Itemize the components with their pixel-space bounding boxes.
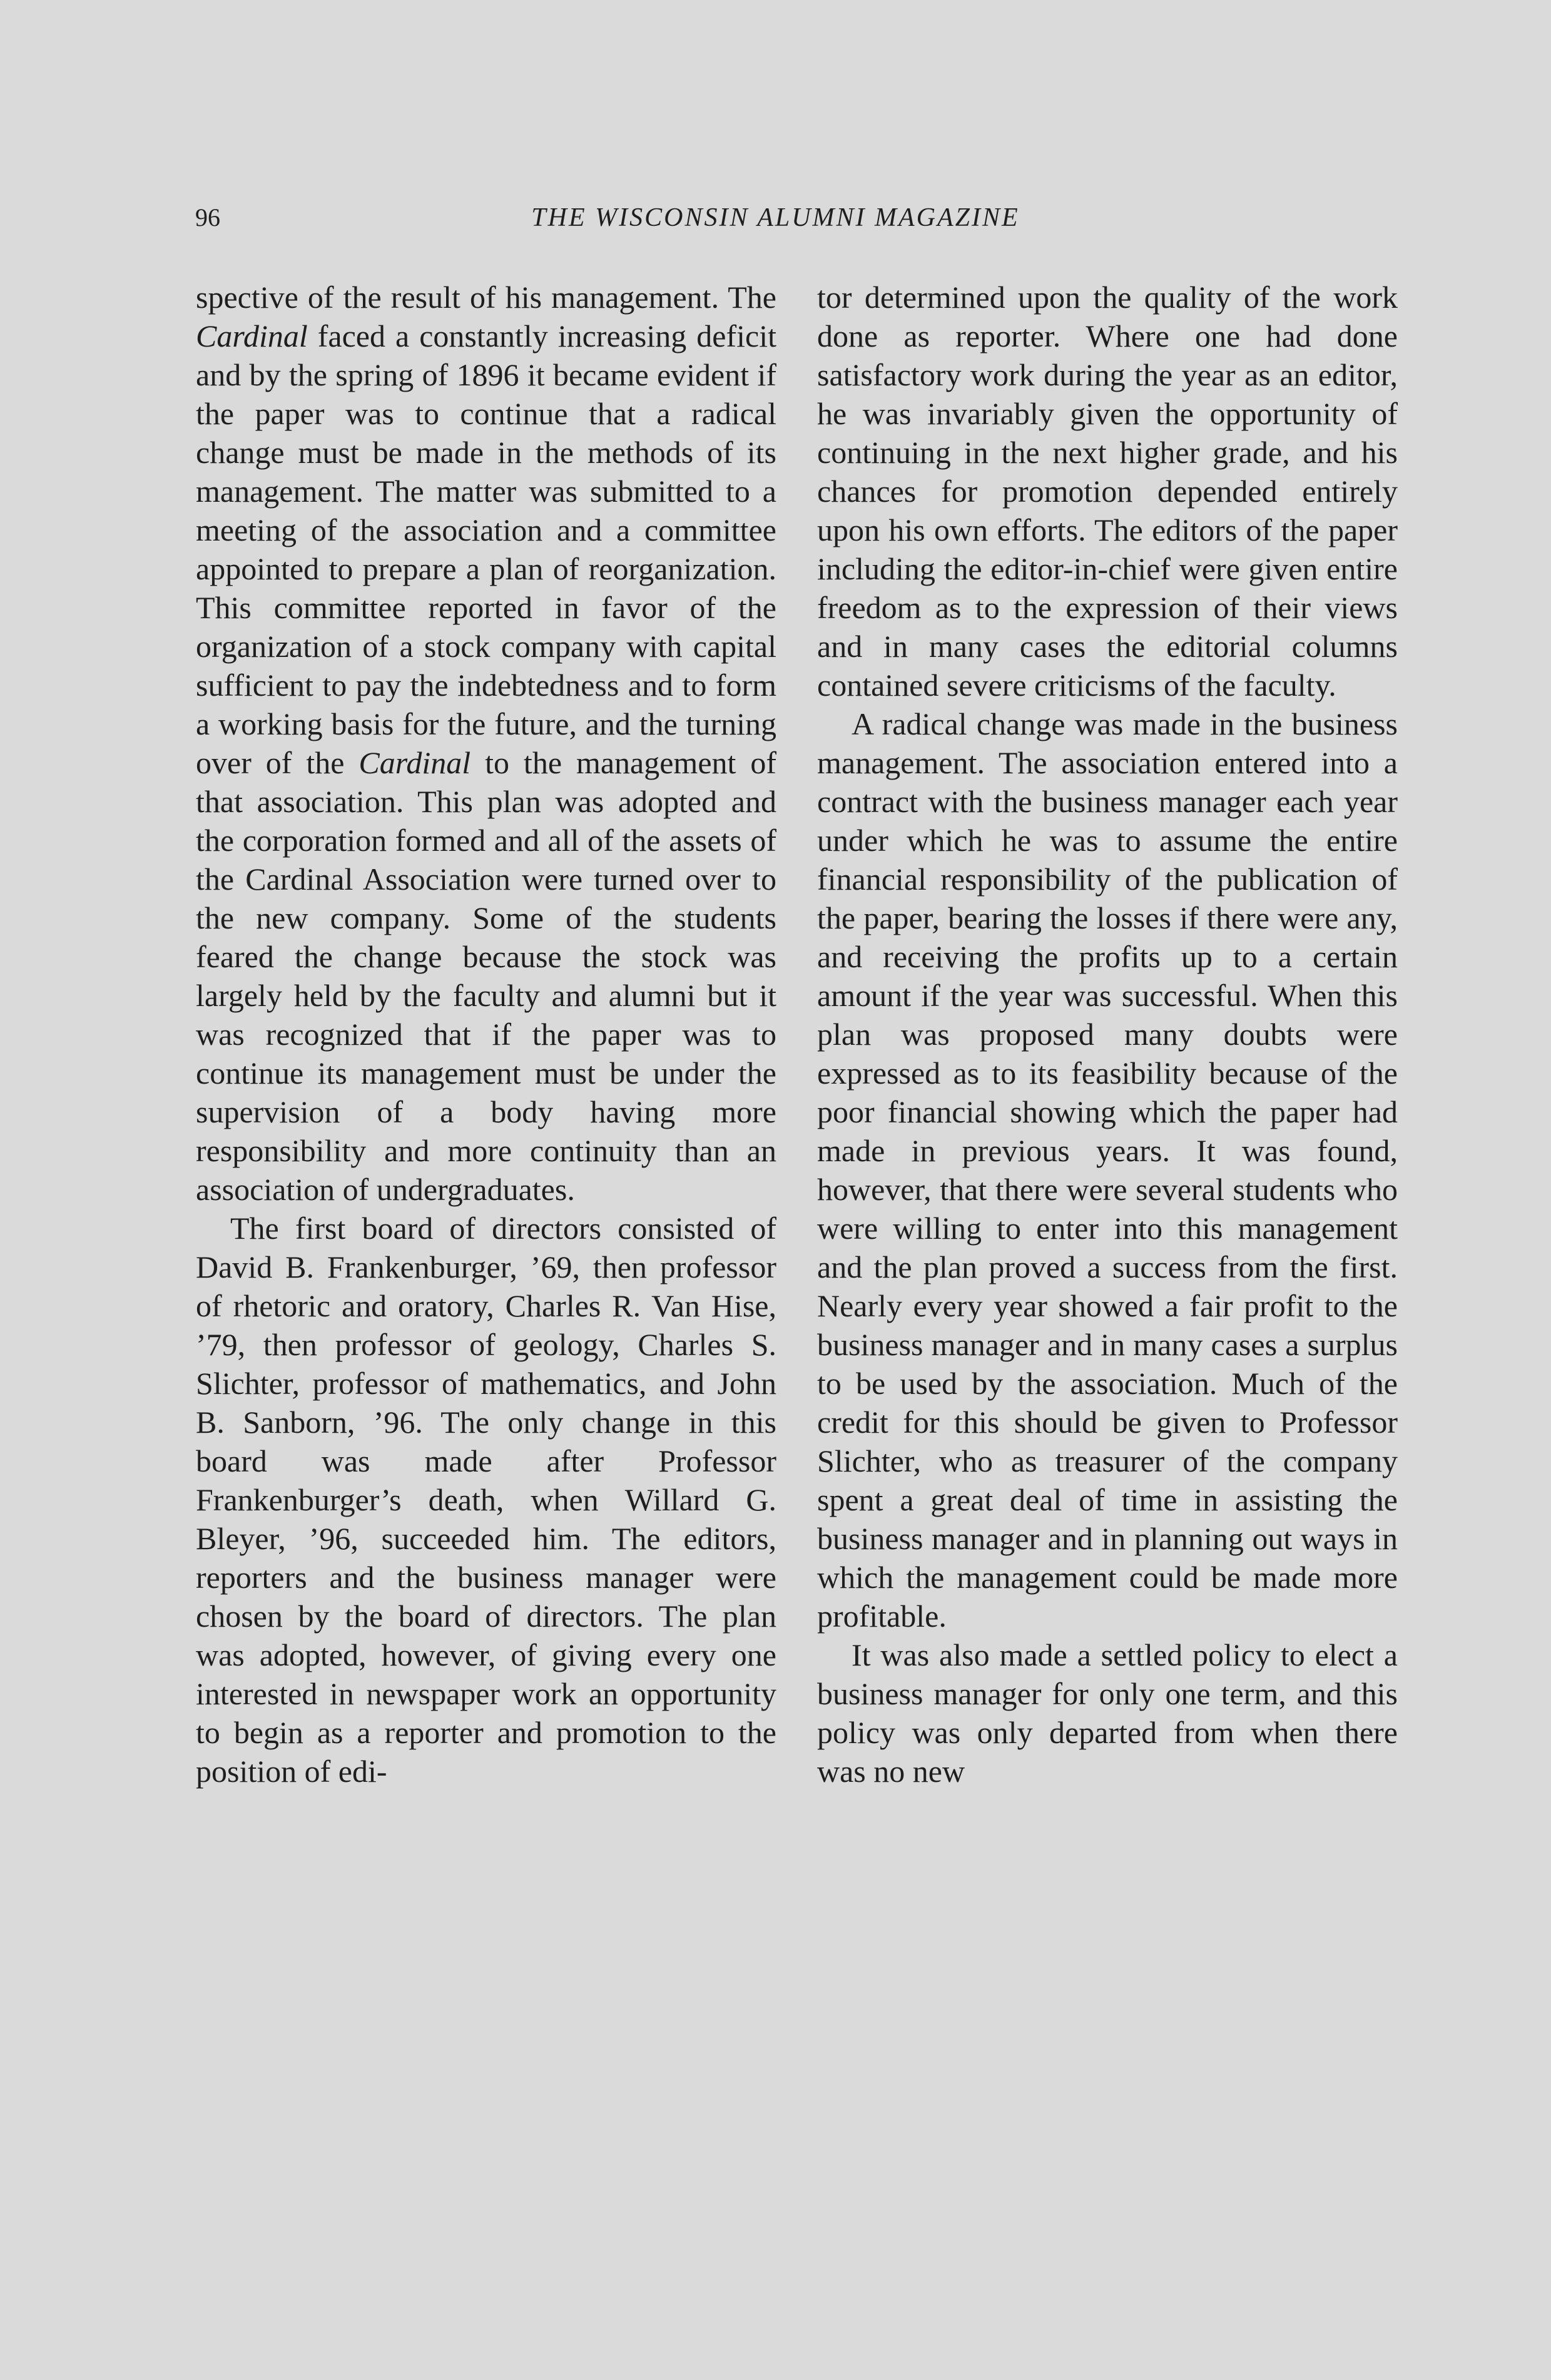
page-number: 96 xyxy=(195,203,220,231)
paragraph xyxy=(196,278,776,1209)
paragraph: It was also made a settled policy to elect a business manager for only one term, and this policy was only departed from when there was no new xyxy=(817,1637,1398,1789)
text-run: faced a constantly increasing deficit and by the spring of 1896 it became evident if the paper was to continue that a radical change must be made in the methods of its management. The matter was submitted to a meeting of the association and a committee appointed to prepare a plan of reorganization. This committee reported in favor of the organization of a stock company with capital sufficient to pay the indebtedness and to form a working basis for the future, and the turning over of the xyxy=(196,318,776,780)
publication-name: Cardinal xyxy=(359,745,471,780)
running-head: THE WISCONSIN ALUMNI MAGAZINE xyxy=(531,203,1020,232)
text-run: to the management of that association. This plan was adopted and the corporation formed and all of the assets of the Cardinal Association were turned over to the new company. Some of the students feared the change because the stock was largely held by the faculty and alumni but it was recognized that if the paper was to continue its management must be under the supervision of a body having more responsibility and more continuity than an association of undergraduates. xyxy=(196,745,776,1207)
text-run: spective of the result of his management. The xyxy=(196,280,776,315)
paragraph: tor determined upon the quality of the work done as reporter. Where one had done satisfactory work during the year as an editor, he was invariably given the opportunity of continuing in the next higher grade, and his chances for promotion depended entirely upon his own efforts. The editors of the paper including the editor-in-chief were given entire freedom as to the expression of their views and in many cases the editorial columns contained severe criticisms of the faculty. xyxy=(817,280,1398,703)
left-column xyxy=(196,278,776,1791)
paragraph: A radical change was made in the business management. The association entered into a contract with the business manager each year under which he was to assume the entire financial responsibility of the publication of the paper, bearing the losses if there were any, and receiving the profits up to a certain amount if the year was successful. When this plan was proposed many doubts were expressed as to its feasibility because of the poor financial showing which the paper had made in previous years. It was found, however, that there were several students who were willing to enter into this management and the plan proved a success from the first. Nearly every year showed a fair profit to the business manager and in many cases a surplus to be used by the association. Much of the credit for this should be given to Professor Slichter, who as treasurer of the company spent a great deal of time in assisting the business manager and in planning out ways in which the management could be made more profitable. xyxy=(817,706,1398,1634)
publication-name: Cardinal xyxy=(196,318,308,353)
right-column xyxy=(817,278,1398,1791)
paragraph: The first board of directors consisted of David B. Frankenburger, ’69, then professor of rhetoric and oratory, Charles R. Van Hise, ’79, then professor of geology, Charles S. Slichter, professor of mathematics, and John B. Sanborn, ’96. The only change in this board was made after Professor Frankenburger’s death, when Willard G. Bleyer, ’96, succeeded him. The editors, reporters and the business manager were chosen by the board of directors. The plan was adopted, however, of giving every one interested in newspaper work an opportunity to begin as a reporter and promotion to the position of edi- xyxy=(196,1211,776,1789)
